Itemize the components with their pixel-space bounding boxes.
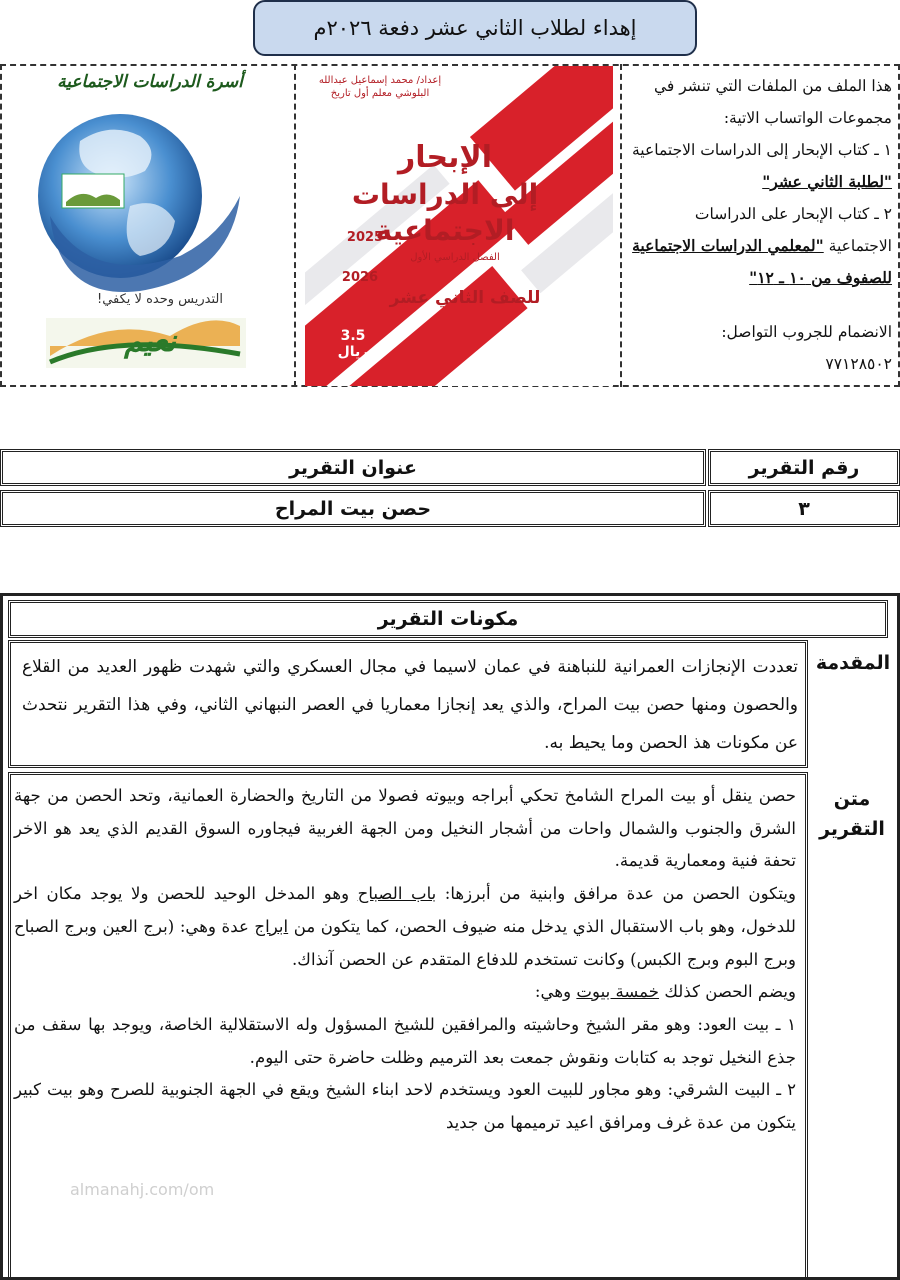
intro-label: المقدمة: [815, 652, 891, 674]
components-header-text: مكونات التقرير: [377, 608, 519, 630]
intro-text: تعددت الإنجازات العمرانية للنباهنة في عمان لاسيما في مجال العسكري والتي شهدت ظهور العديد من القلاع والحصون ومنها حصن بيت المراح، والذي يعد إنجازا معماريا في العصر النبهاني الثاني، وفي هذا التقرير نتحدث عن مكونات هذ الحصن وما يحيط به.: [22, 657, 798, 753]
logo-slogan: التدريس وحده لا يكفي!: [97, 292, 223, 307]
banner-text: إهداء لطلاب الثاني عشر دفعة ٢٠٢٦م: [313, 16, 637, 40]
info-item-1: [628, 134, 892, 198]
cover-year-2: 2026: [341, 270, 379, 285]
strip-divider: [620, 64, 622, 387]
info-item-2: [628, 198, 892, 294]
body-underline: خمسة بيوت: [576, 982, 660, 1002]
info-join: الانضمام للجروب التواصل:: [721, 323, 892, 341]
body-span: ويتكون الحصن من عدة مرافق وابنية من أبرزها:: [436, 884, 796, 904]
components-header: [8, 600, 888, 638]
report-title-header: [0, 449, 706, 486]
cover-title-3: الاجتماعية: [375, 214, 515, 247]
info-item-1-text: ١ ـ كتاب الإبحار إلى الدراسات الاجتماعية: [631, 141, 892, 159]
report-number-header: [708, 449, 900, 486]
body-paragraph: ٢ ـ البيت الشرقي: وهو مجاور للبيت العود ويستخدم لاحد ابناء الشيخ ويقع في الجهة الجنوبية للصرح وهو بيت كبير يتكون من عدة غرف ومرافق اعيد ترميمها من جديد: [14, 1080, 796, 1133]
info-intro: هذا الملف من الملفات التي تنشر في مجموعات الواتساب الاتية:: [653, 77, 892, 127]
info-phone: ٧٧١٢٨٥٠٢: [825, 355, 892, 373]
body-span: وهو المدخل الوحيد للحصن ولا يوجد مكان اخر للدخول، وهو باب الاستقبال الذي يدخل منه ضيوف الحصن، كما يتكون من: [14, 884, 796, 936]
info-item-1-emph: "لطلبة الثاني عشر": [762, 172, 892, 191]
body-underline: باب الصباح: [357, 884, 437, 904]
logo-area: [10, 66, 290, 384]
cover-year-1: 2025: [346, 230, 384, 245]
info-item-2-emph: "لمعلمي الدراسات الاجتماعية للصفوف من ١٠ ـ ١٢": [632, 236, 892, 287]
cover-term: الفصل الدراسي الأول: [410, 252, 500, 263]
cover-grade: للصف الثاني عشر: [389, 288, 541, 308]
body-underline: ابراج: [254, 916, 289, 936]
body-paragraph: حصن ينقل أو بيت المراح الشامخ تحكي أبراجه وبيوته فصولا من التاريخ والحضارة العمانية، وتحد الحصن من جهة الشرق والجنوب والشمال واحات من أشجار النخيل ومن الجهة الغربية فيجاوره السوق القديم الذي يعد هو الاخر تحفة فنية ومعمارية قديمة.: [14, 786, 796, 871]
cover-contact-number: 77128502: [504, 354, 556, 365]
body-span: ويضم الحصن كذلك: [659, 982, 796, 1002]
body-paragraph: [14, 878, 796, 976]
body-paragraph: [14, 976, 796, 1009]
watermark: almanahj.com/om: [70, 1180, 215, 1199]
cover-contact-label: للحصول على الكتاب: [487, 338, 573, 349]
body-text: [14, 780, 796, 1140]
report-number-value: [708, 490, 900, 527]
report-number-header-text: رقم التقرير: [748, 456, 860, 479]
whatsapp-info: [628, 70, 892, 380]
info-item-2-text: ٢ ـ كتاب الإبحار على الدراسات الاجتماعية: [694, 205, 892, 255]
logo-title: أسرة الدراسات الاجتماعية: [57, 72, 243, 92]
cover-author: إعداد/ محمد إسماعيل عبدالله البلوشي معلم أول تاريخ: [318, 75, 442, 99]
report-number-value-text: ٣: [798, 497, 810, 520]
body-span: وهي:: [534, 982, 577, 1002]
report-title-value-text: حصن بيت المراح: [274, 497, 432, 520]
cover-price: 3.5 ريال: [337, 328, 369, 360]
logo-brand: نعيم: [124, 324, 176, 359]
body-paragraph: ١ ـ بيت العود: وهو مقر الشيخ وحاشيته والمرافقين للشيخ المسؤول وله الاستقلالية الخاصة، ويوجد بها سقف من جذع النخيل توجد به كتابات ونقوش جمعت بعد الترميم وظلت حاضرة حتى اليوم.: [14, 1014, 796, 1067]
body-label: متن التقرير: [819, 788, 885, 840]
top-banner: [253, 0, 697, 56]
book-cover: [305, 66, 613, 386]
cover-title-2: إلى الدراسات: [351, 178, 539, 211]
report-title-header-text: عنوان التقرير: [289, 456, 417, 479]
cover-title-1: الإبحار: [397, 140, 493, 175]
report-title-value: [0, 490, 706, 527]
strip-divider: [294, 64, 296, 387]
body-span: عدة وهي: (برج العين وبرج الصباح وبرج البوم وبرج الكبس) وكانت تستخدم للدفاع المتقدم عن الحصن آنذاك.: [14, 916, 796, 969]
